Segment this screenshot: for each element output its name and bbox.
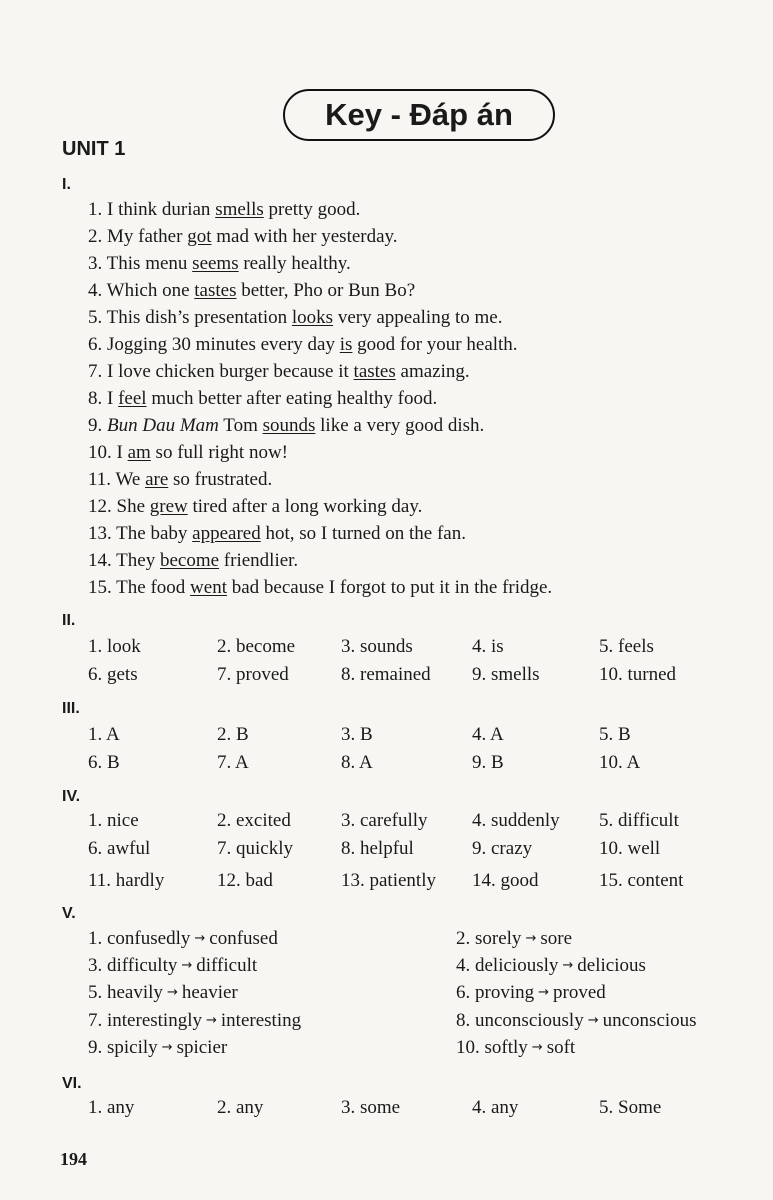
item-number: 1.	[88, 199, 107, 220]
wrong-word: difficulty	[107, 955, 178, 976]
sentence-after: so frustrated.	[168, 469, 273, 490]
correct-word: delicious	[577, 955, 646, 976]
item-number: 1.	[88, 928, 107, 949]
sentence-line	[88, 280, 415, 302]
underlined-verb: sounds	[262, 415, 316, 436]
sentence-after: good for your health.	[352, 334, 518, 355]
wrong-word: interestingly	[107, 1010, 202, 1031]
unit-heading: UNIT 1	[62, 138, 126, 160]
item-number: 12.	[88, 496, 117, 517]
correction-item	[456, 1010, 697, 1032]
item-number: 10.	[456, 1037, 485, 1058]
wrong-word: confusedly	[107, 928, 191, 949]
item-number: 6.	[456, 982, 475, 1003]
item-number: 3.	[88, 253, 107, 274]
correct-word: spicier	[176, 1037, 228, 1058]
answer-cell: 4. A	[472, 724, 504, 745]
underlined-verb: smells	[215, 199, 264, 220]
sentence-line	[88, 496, 422, 518]
answer-cell: 4. suddenly	[472, 810, 560, 831]
answer-cell: 9. crazy	[472, 838, 533, 859]
sentence-after: tired after a long working day.	[187, 496, 423, 517]
sentence-before: Jogging 30 minutes every day	[107, 334, 340, 355]
underlined-verb: seems	[192, 253, 239, 274]
correction-item	[456, 1037, 575, 1059]
sentence-before: I	[116, 442, 128, 463]
answer-cell: 2. B	[217, 724, 249, 745]
item-number: 7.	[88, 1010, 107, 1031]
sentence-line	[88, 415, 484, 437]
underlined-verb: is	[339, 334, 353, 355]
page-number: 194	[60, 1149, 87, 1169]
answer-cell: 3. sounds	[341, 636, 413, 657]
sentence-before: We	[115, 469, 146, 490]
section-label-VI: VI.	[62, 1075, 82, 1092]
answer-cell: 10. turned	[599, 664, 677, 685]
sentence-after: friendlier.	[219, 550, 299, 571]
sentence-before: I	[107, 388, 119, 409]
arrow-icon: →	[205, 1013, 217, 1028]
item-number: 8.	[456, 1010, 475, 1031]
section-label-V: V.	[62, 905, 76, 922]
item-number: 8.	[88, 388, 107, 409]
answer-cell: 3. some	[341, 1097, 401, 1118]
item-number: 2.	[88, 226, 107, 247]
item-number: 5.	[88, 982, 107, 1003]
page-title: Key - Đáp án	[283, 89, 555, 141]
item-number: 6.	[88, 334, 107, 355]
item-number: 9.	[88, 415, 107, 436]
correct-word: unconscious	[602, 1010, 697, 1031]
answer-cell: 14. good	[472, 870, 539, 891]
item-number: 7.	[88, 361, 107, 382]
answer-cell: 12. bad	[217, 870, 273, 891]
sentence-before: Which one	[106, 280, 195, 301]
answer-cell: 4. is	[472, 636, 504, 657]
answer-cell: 1. nice	[88, 810, 139, 831]
underlined-verb: went	[190, 577, 227, 598]
correct-word: difficult	[196, 955, 258, 976]
answer-cell: 2. become	[217, 636, 296, 657]
arrow-icon: →	[587, 1013, 599, 1028]
answer-cell: 10. well	[599, 838, 661, 859]
section-label-IV: IV.	[62, 788, 81, 805]
correction-item	[88, 955, 257, 977]
underlined-verb: grew	[149, 496, 188, 517]
answer-cell: 6. B	[88, 752, 120, 773]
answer-cell: 8. A	[341, 752, 373, 773]
correction-item	[88, 982, 238, 1004]
answer-cell: 5. feels	[599, 636, 654, 657]
arrow-icon: →	[166, 985, 178, 1000]
wrong-word: proving	[475, 982, 535, 1003]
answer-cell: 9. B	[472, 752, 504, 773]
sentence-line	[88, 334, 518, 356]
correction-item	[456, 982, 606, 1004]
section-label-III: III.	[62, 700, 80, 717]
answer-cell: 8. helpful	[341, 838, 414, 859]
wrong-word: sorely	[475, 928, 522, 949]
wrong-word: heavily	[107, 982, 163, 1003]
answer-cell: 1. A	[88, 724, 120, 745]
correction-item	[88, 928, 278, 950]
answer-cell: 1. any	[88, 1097, 135, 1118]
item-number: 15.	[88, 577, 117, 598]
answer-cell: 6. gets	[88, 664, 138, 685]
correction-item	[88, 1037, 227, 1059]
sentence-before: Tom	[218, 415, 263, 436]
sentence-before: I think durian	[107, 199, 216, 220]
sentence-before: My father	[107, 226, 188, 247]
sentence-line	[88, 199, 360, 221]
sentence-after: much better after eating healthy food.	[146, 388, 438, 409]
underlined-verb: am	[127, 442, 151, 463]
answer-cell: 7. A	[217, 752, 249, 773]
sentence-line	[88, 253, 351, 275]
correct-word: proved	[553, 982, 606, 1003]
item-number: 11.	[88, 469, 116, 490]
sentence-after: very appealing to me.	[333, 307, 503, 328]
answer-cell: 3. B	[341, 724, 373, 745]
wrong-word: softly	[484, 1037, 528, 1058]
correct-word: confused	[209, 928, 278, 949]
sentence-before: The baby	[116, 523, 193, 544]
correct-word: soft	[546, 1037, 576, 1058]
answer-cell: 5. Some	[599, 1097, 662, 1118]
item-number: 4.	[456, 955, 475, 976]
sentence-line	[88, 469, 272, 491]
sentence-before: The food	[116, 577, 191, 598]
answer-cell: 13. patiently	[341, 870, 436, 891]
item-number: 10.	[88, 442, 117, 463]
sentence-line	[88, 442, 288, 464]
answer-cell: 3. carefully	[341, 810, 428, 831]
sentence-after: better, Pho or Bun Bo?	[236, 280, 416, 301]
section-label-I: I.	[62, 176, 71, 193]
wrong-word: unconsciously	[475, 1010, 584, 1031]
sentence-after: mad with her yesterday.	[211, 226, 398, 247]
item-number: 9.	[88, 1037, 107, 1058]
underlined-verb: tastes	[194, 280, 237, 301]
underlined-verb: are	[145, 469, 169, 490]
underlined-verb: got	[187, 226, 212, 247]
wrong-word: deliciously	[475, 955, 559, 976]
correction-item	[88, 1010, 301, 1032]
sentence-after: hot, so I turned on the fan.	[260, 523, 466, 544]
answer-cell: 2. any	[217, 1097, 264, 1118]
item-number: 3.	[88, 955, 107, 976]
sentence-line	[88, 550, 298, 572]
answer-cell: 9. smells	[472, 664, 540, 685]
sentence-before: This dish’s presentation	[106, 307, 292, 328]
sentence-line	[88, 307, 502, 329]
arrow-icon: →	[525, 931, 537, 946]
arrow-icon: →	[161, 1040, 173, 1055]
sentence-line	[88, 523, 466, 545]
arrow-icon: →	[538, 985, 550, 1000]
answer-cell: 8. remained	[341, 664, 431, 685]
answer-cell: 10. A	[599, 752, 641, 773]
answer-cell: 5. difficult	[599, 810, 679, 831]
correction-item	[456, 955, 646, 977]
item-number: 5.	[88, 307, 107, 328]
sentence-after: really healthy.	[238, 253, 351, 274]
sentence-before: She	[116, 496, 150, 517]
answer-cell: 7. quickly	[217, 838, 293, 859]
sentence-before: This menu	[106, 253, 193, 274]
correction-item	[456, 928, 572, 950]
underlined-verb: become	[159, 550, 220, 571]
answer-cell: 2. excited	[217, 810, 291, 831]
sentence-line	[88, 577, 552, 599]
arrow-icon: →	[531, 1040, 543, 1055]
sentence-after: so full right now!	[150, 442, 289, 463]
correct-word: sore	[540, 928, 572, 949]
underlined-verb: appeared	[192, 523, 261, 544]
item-number: 13.	[88, 523, 117, 544]
sentence-after: pretty good.	[263, 199, 361, 220]
sentence-line	[88, 361, 470, 383]
arrow-icon: →	[194, 931, 206, 946]
correct-word: heavier	[181, 982, 238, 1003]
dish-name: Bun Dau Mam	[107, 415, 219, 436]
answer-cell: 1. look	[88, 636, 141, 657]
correct-word: interesting	[220, 1010, 302, 1031]
answer-cell: 6. awful	[88, 838, 151, 859]
arrow-icon: →	[562, 958, 574, 973]
sentence-after: bad because I forgot to put it in the fridge.	[226, 577, 553, 598]
underlined-verb: tastes	[353, 361, 396, 382]
sentence-line	[88, 226, 398, 248]
answer-cell: 4. any	[472, 1097, 519, 1118]
sentence-after: like a very good dish.	[315, 415, 485, 436]
underlined-verb: feel	[118, 388, 147, 409]
section-label-II: II.	[62, 612, 76, 629]
sentence-line	[88, 388, 437, 410]
answer-cell: 7. proved	[217, 664, 289, 685]
answer-cell: 5. B	[599, 724, 631, 745]
sentence-before: They	[116, 550, 160, 571]
item-number: 14.	[88, 550, 117, 571]
arrow-icon: →	[181, 958, 193, 973]
answer-cell: 15. content	[599, 870, 684, 891]
wrong-word: spicily	[107, 1037, 158, 1058]
item-number: 4.	[88, 280, 107, 301]
sentence-after: amazing.	[395, 361, 470, 382]
item-number: 2.	[456, 928, 475, 949]
sentence-before: I love chicken burger because it	[107, 361, 354, 382]
answer-cell: 11. hardly	[88, 870, 165, 891]
underlined-verb: looks	[291, 307, 334, 328]
